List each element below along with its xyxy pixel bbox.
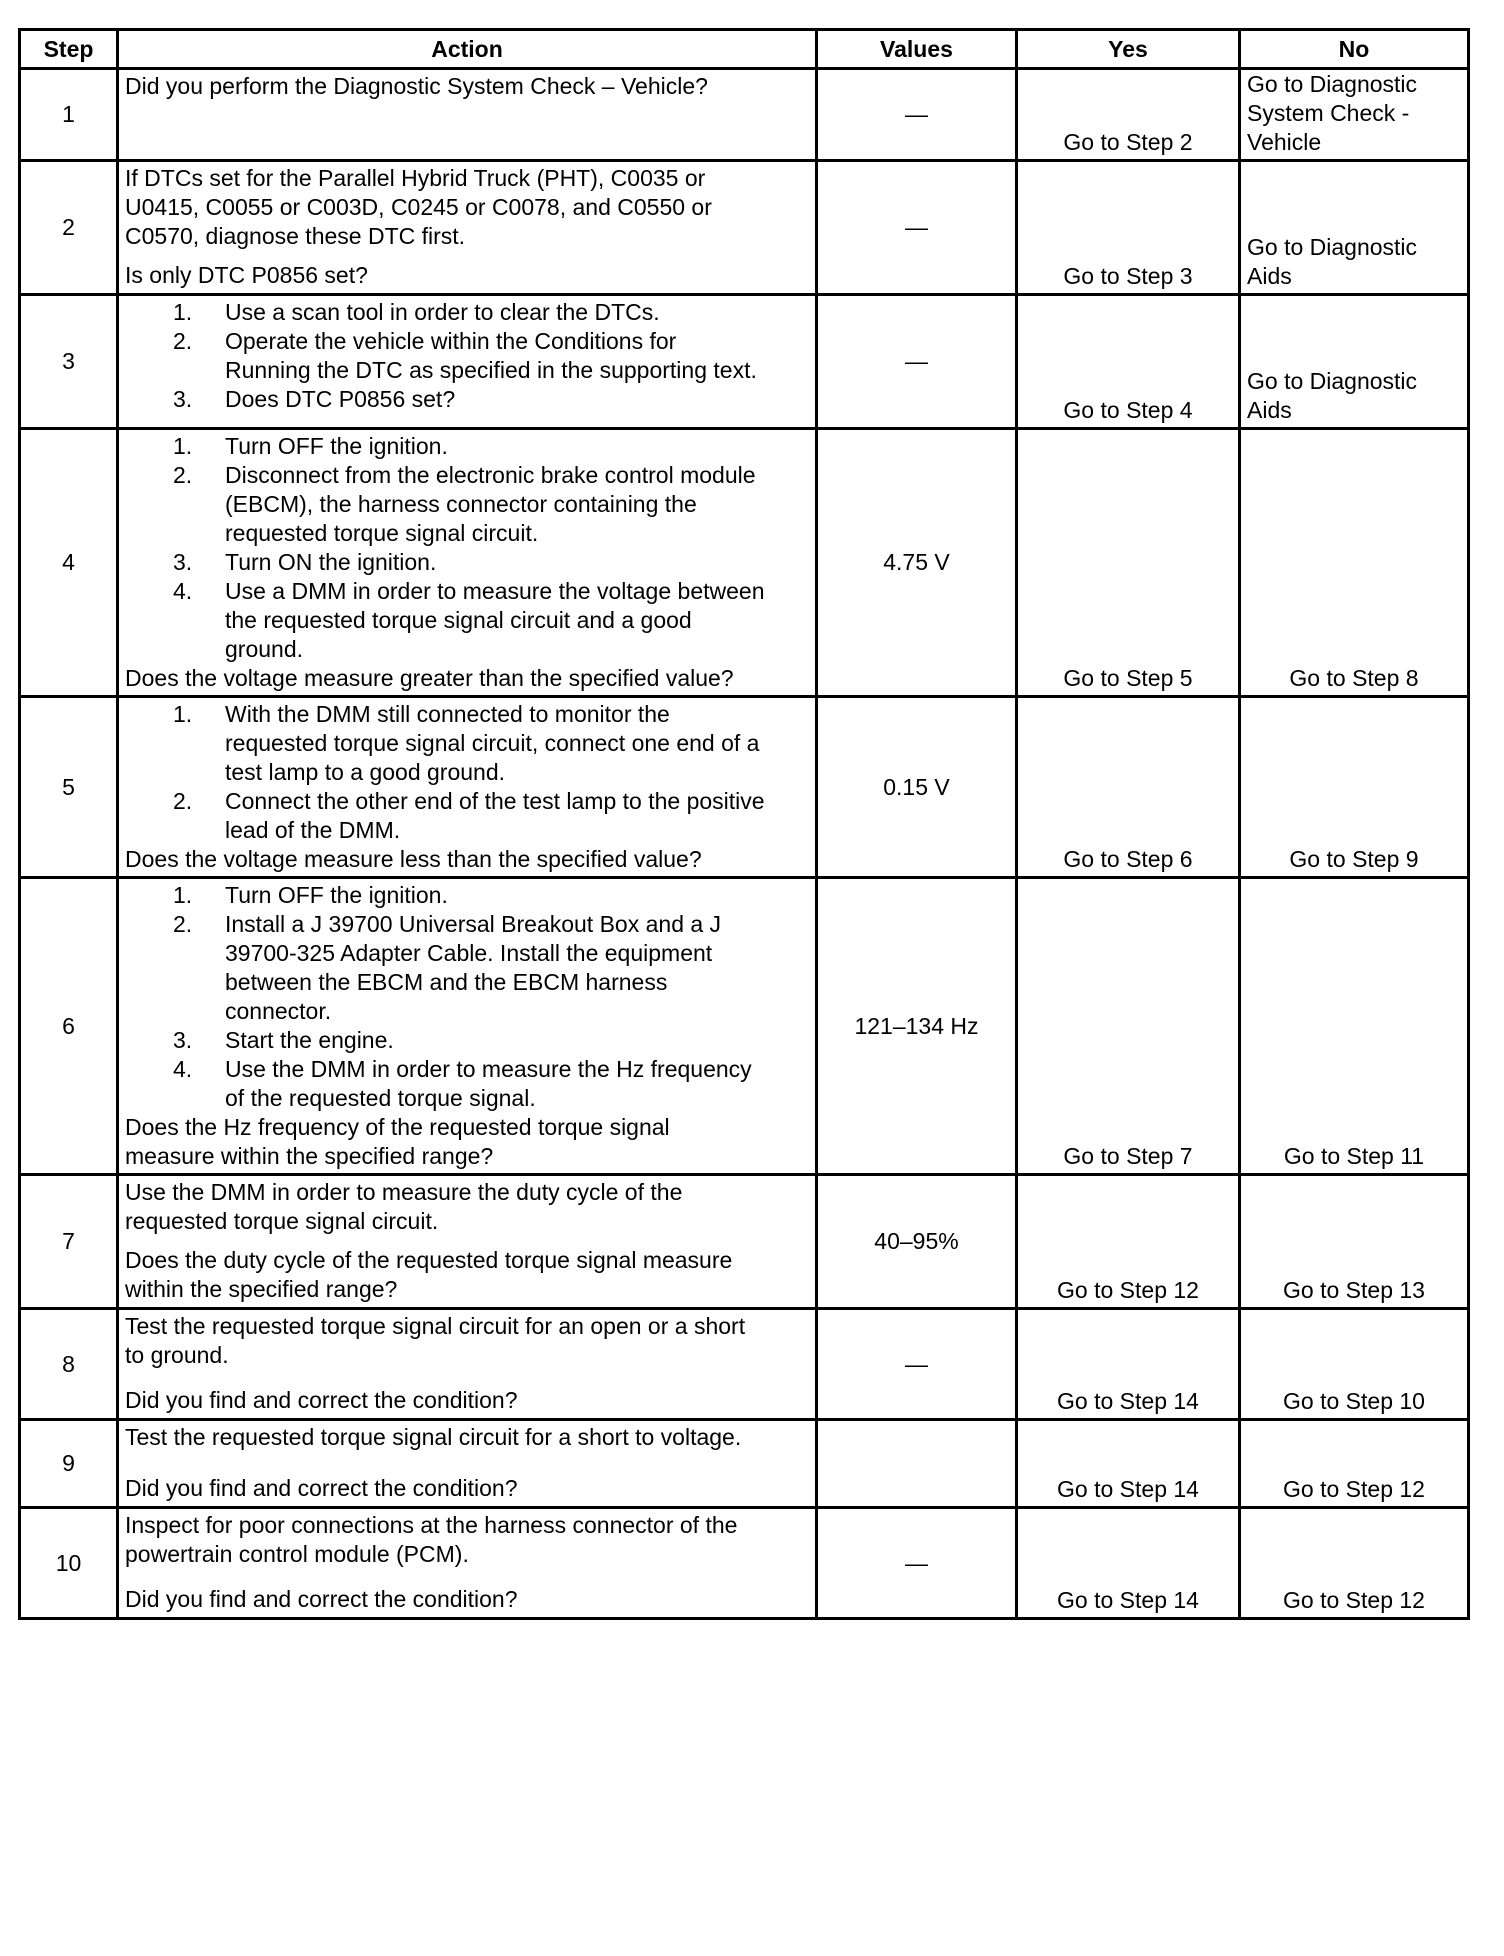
action-step-number: 2. xyxy=(173,462,193,488)
action-text xyxy=(125,1312,811,1370)
header-action: Action xyxy=(118,30,817,69)
no-cell xyxy=(1240,161,1469,295)
action-content xyxy=(125,164,811,290)
step-number: 6 xyxy=(20,878,118,1175)
action-step-item xyxy=(173,577,811,664)
action-step-line: Operate the vehicle within the Conditions for xyxy=(225,328,677,354)
yes-cell: Go to Step 6 xyxy=(1017,697,1240,878)
action-top xyxy=(125,298,811,414)
yes-cell: Go to Step 12 xyxy=(1017,1175,1240,1309)
action-question: Did you find and correct the condition? xyxy=(125,1387,518,1413)
action-step-line: of the requested torque signal. xyxy=(225,1085,536,1111)
yes-cell: Go to Step 14 xyxy=(1017,1309,1240,1420)
action-text-line: Inspect for poor connections at the harness connector of the xyxy=(125,1512,738,1538)
action-cell xyxy=(118,1309,817,1420)
no-cell: Go to Step 10 xyxy=(1240,1309,1469,1420)
table-row xyxy=(20,295,1469,429)
action-step-item xyxy=(173,327,811,385)
action-step-line: (EBCM), the harness connector containing the xyxy=(225,491,697,517)
action-step-item xyxy=(173,1055,811,1113)
action-text xyxy=(125,164,811,251)
action-step-line: between the EBCM and the EBCM harness xyxy=(225,969,668,995)
action-step-line: Does DTC P0856 set? xyxy=(225,386,456,412)
no-cell: Go to Step 9 xyxy=(1240,697,1469,878)
action-step-line: Start the engine. xyxy=(225,1027,394,1053)
action-cell xyxy=(118,295,817,429)
action-step-number: 3. xyxy=(173,386,193,412)
action-step-number: 3. xyxy=(173,549,193,575)
action-text-line: to ground. xyxy=(125,1342,229,1368)
step-number: 7 xyxy=(20,1175,118,1309)
step-number: 3 xyxy=(20,295,118,429)
action-top xyxy=(125,1312,811,1370)
action-text-line: requested torque signal circuit. xyxy=(125,1208,439,1234)
header-yes: Yes xyxy=(1017,30,1240,69)
step-number: 9 xyxy=(20,1420,118,1508)
no-cell: Go to Step 11 xyxy=(1240,878,1469,1175)
action-question-line: Does the Hz frequency of the requested torque signal xyxy=(125,1114,670,1140)
action-step-line: With the DMM still connected to monitor the xyxy=(225,701,670,727)
table-row xyxy=(20,697,1469,878)
action-top xyxy=(125,72,811,101)
values-cell: — xyxy=(817,1309,1017,1420)
action-step-line: requested torque signal circuit. xyxy=(225,520,539,546)
action-text: Did you perform the Diagnostic System Check – Vehicle? xyxy=(125,73,708,99)
action-step-number: 2. xyxy=(173,328,193,354)
action-step-item xyxy=(173,910,811,1026)
action-cell xyxy=(118,878,817,1175)
action-step-item xyxy=(173,298,811,327)
action-step-line: Use a scan tool in order to clear the DTCs. xyxy=(225,299,660,325)
table-row xyxy=(20,1420,1469,1508)
diagnostic-table xyxy=(18,28,1470,1620)
action-cell xyxy=(118,161,817,295)
no-cell-text-line: Go to Diagnostic xyxy=(1247,368,1418,394)
table-row xyxy=(20,1175,1469,1309)
action-step-number: 1. xyxy=(173,299,193,325)
action-cell xyxy=(118,697,817,878)
action-step-number: 1. xyxy=(173,882,193,908)
step-number: 1 xyxy=(20,69,118,161)
action-steps-list xyxy=(125,432,811,664)
action-step-item xyxy=(173,461,811,548)
action-step-line: Turn OFF the ignition. xyxy=(225,882,448,908)
action-step-line: Use a DMM in order to measure the voltage between xyxy=(225,578,765,604)
action-step-number: 1. xyxy=(173,701,193,727)
values-cell: — xyxy=(817,295,1017,429)
no-cell: Go to Step 13 xyxy=(1240,1175,1469,1309)
action-top xyxy=(125,164,811,251)
no-cell-text-line: System Check - xyxy=(1247,100,1410,126)
step-number: 2 xyxy=(20,161,118,295)
no-cell xyxy=(1240,295,1469,429)
action-steps-list xyxy=(125,298,811,414)
yes-cell: Go to Step 7 xyxy=(1017,878,1240,1175)
action-content xyxy=(125,1178,811,1304)
action-step-number: 4. xyxy=(173,578,193,604)
no-cell-text-line: Go to Diagnostic xyxy=(1247,71,1418,97)
values-cell: 121–134 Hz xyxy=(817,878,1017,1175)
yes-cell: Go to Step 3 xyxy=(1017,161,1240,295)
action-text-line: C0570, diagnose these DTC first. xyxy=(125,223,466,249)
yes-cell: Go to Step 2 xyxy=(1017,69,1240,161)
no-cell: Go to Step 12 xyxy=(1240,1420,1469,1508)
action-step-number: 3. xyxy=(173,1027,193,1053)
no-cell-text-line: Aids xyxy=(1247,263,1292,289)
action-question-line: Does the duty cycle of the requested torque signal measure xyxy=(125,1247,733,1273)
action-text-line: Use the DMM in order to measure the duty cycle of the xyxy=(125,1179,683,1205)
table-row xyxy=(20,69,1469,161)
values-cell: 40–95% xyxy=(817,1175,1017,1309)
action-content xyxy=(125,1312,811,1415)
no-cell-text xyxy=(1247,367,1467,425)
table-row xyxy=(20,1309,1469,1420)
yes-cell: Go to Step 14 xyxy=(1017,1508,1240,1619)
action-cell xyxy=(118,69,817,161)
action-step-line: Turn ON the ignition. xyxy=(225,549,437,575)
action-question-line: within the specified range? xyxy=(125,1276,398,1302)
table-body xyxy=(20,69,1469,1619)
action-step-item xyxy=(173,787,811,845)
no-cell-text-line: Vehicle xyxy=(1247,129,1322,155)
action-cell xyxy=(118,1420,817,1508)
action-step-line: lead of the DMM. xyxy=(225,817,401,843)
action-step-line: requested torque signal circuit, connect one end of a xyxy=(225,730,760,756)
header-no: No xyxy=(1240,30,1469,69)
step-number: 8 xyxy=(20,1309,118,1420)
no-cell-text-line: Go to Diagnostic xyxy=(1247,234,1418,260)
action-step-item xyxy=(173,881,811,910)
action-question xyxy=(125,1246,811,1304)
action-question: Does the voltage measure less than the specified value? xyxy=(125,846,702,872)
yes-cell: Go to Step 5 xyxy=(1017,429,1240,697)
action-top xyxy=(125,1178,811,1236)
action-step-line: ground. xyxy=(225,636,304,662)
action-step-item xyxy=(173,548,811,577)
action-step-item xyxy=(173,700,811,787)
step-number: 5 xyxy=(20,697,118,878)
action-steps-list xyxy=(125,881,811,1113)
no-cell-text xyxy=(1247,70,1467,157)
action-step-line: connector. xyxy=(225,998,332,1024)
action-step-line: Connect the other end of the test lamp to the positive xyxy=(225,788,765,814)
action-content xyxy=(125,1511,811,1614)
action-step-number: 4. xyxy=(173,1056,193,1082)
yes-cell: Go to Step 14 xyxy=(1017,1420,1240,1508)
action-step-item xyxy=(173,432,811,461)
no-cell xyxy=(1240,69,1469,161)
action-question: Did you find and correct the condition? xyxy=(125,1475,518,1501)
action-question xyxy=(125,1113,811,1171)
step-number: 4 xyxy=(20,429,118,697)
header-row xyxy=(20,30,1469,69)
action-top xyxy=(125,1423,811,1452)
action-step-line: test lamp to a good ground. xyxy=(225,759,506,785)
action-question-line: measure within the specified range? xyxy=(125,1143,494,1169)
action-step-number: 2. xyxy=(173,911,193,937)
values-cell: 4.75 V xyxy=(817,429,1017,697)
no-cell: Go to Step 8 xyxy=(1240,429,1469,697)
action-step-line: Turn OFF the ignition. xyxy=(225,433,448,459)
action-content xyxy=(125,1423,811,1503)
no-cell: Go to Step 12 xyxy=(1240,1508,1469,1619)
action-step-item xyxy=(173,385,811,414)
action-cell xyxy=(118,429,817,697)
table-row xyxy=(20,429,1469,697)
action-question: Did you find and correct the condition? xyxy=(125,1586,518,1612)
action-top xyxy=(125,700,811,845)
action-question: Is only DTC P0856 set? xyxy=(125,262,368,288)
table-row xyxy=(20,1508,1469,1619)
action-top xyxy=(125,1511,811,1569)
values-cell: — xyxy=(817,161,1017,295)
action-top xyxy=(125,432,811,664)
action-step-number: 1. xyxy=(173,433,193,459)
action-content xyxy=(125,72,811,144)
action-text-line: U0415, C0055 or C003D, C0245 or C0078, and C0550 or xyxy=(125,194,712,220)
action-text xyxy=(125,1511,811,1569)
table-row xyxy=(20,878,1469,1175)
action-steps-list xyxy=(125,700,811,845)
action-step-line: the requested torque signal circuit and a good xyxy=(225,607,692,633)
action-text-line: If DTCs set for the Parallel Hybrid Truck (PHT), C0035 or xyxy=(125,165,706,191)
header-values: Values xyxy=(817,30,1017,69)
action-top xyxy=(125,881,811,1113)
values-cell xyxy=(817,1420,1017,1508)
action-content xyxy=(125,432,811,693)
values-cell: 0.15 V xyxy=(817,697,1017,878)
step-number: 10 xyxy=(20,1508,118,1619)
header-step: Step xyxy=(20,30,118,69)
yes-cell: Go to Step 4 xyxy=(1017,295,1240,429)
action-text-line: Test the requested torque signal circuit for a short to voltage. xyxy=(125,1424,742,1450)
action-text-line: Test the requested torque signal circuit for an open or a short xyxy=(125,1313,746,1339)
action-step-line: Running the DTC as specified in the supporting text. xyxy=(225,357,757,383)
no-cell-text xyxy=(1247,233,1467,291)
table-row xyxy=(20,161,1469,295)
action-step-line: Disconnect from the electronic brake control module xyxy=(225,462,756,488)
action-content xyxy=(125,881,811,1171)
action-step-item xyxy=(173,1026,811,1055)
action-content xyxy=(125,700,811,874)
action-question: Does the voltage measure greater than the specified value? xyxy=(125,665,734,691)
no-cell-text-line: Aids xyxy=(1247,397,1292,423)
values-cell: — xyxy=(817,1508,1017,1619)
values-cell: — xyxy=(817,69,1017,161)
action-text-line: powertrain control module (PCM). xyxy=(125,1541,469,1567)
action-cell xyxy=(118,1508,817,1619)
action-step-number: 2. xyxy=(173,788,193,814)
action-content xyxy=(125,298,811,424)
action-text xyxy=(125,1178,811,1236)
action-step-line: Install a J 39700 Universal Breakout Box and a J xyxy=(225,911,722,937)
action-step-line: 39700-325 Adapter Cable. Install the equipment xyxy=(225,940,713,966)
action-cell xyxy=(118,1175,817,1309)
action-text xyxy=(125,1423,811,1452)
action-step-line: Use the DMM in order to measure the Hz frequency xyxy=(225,1056,752,1082)
